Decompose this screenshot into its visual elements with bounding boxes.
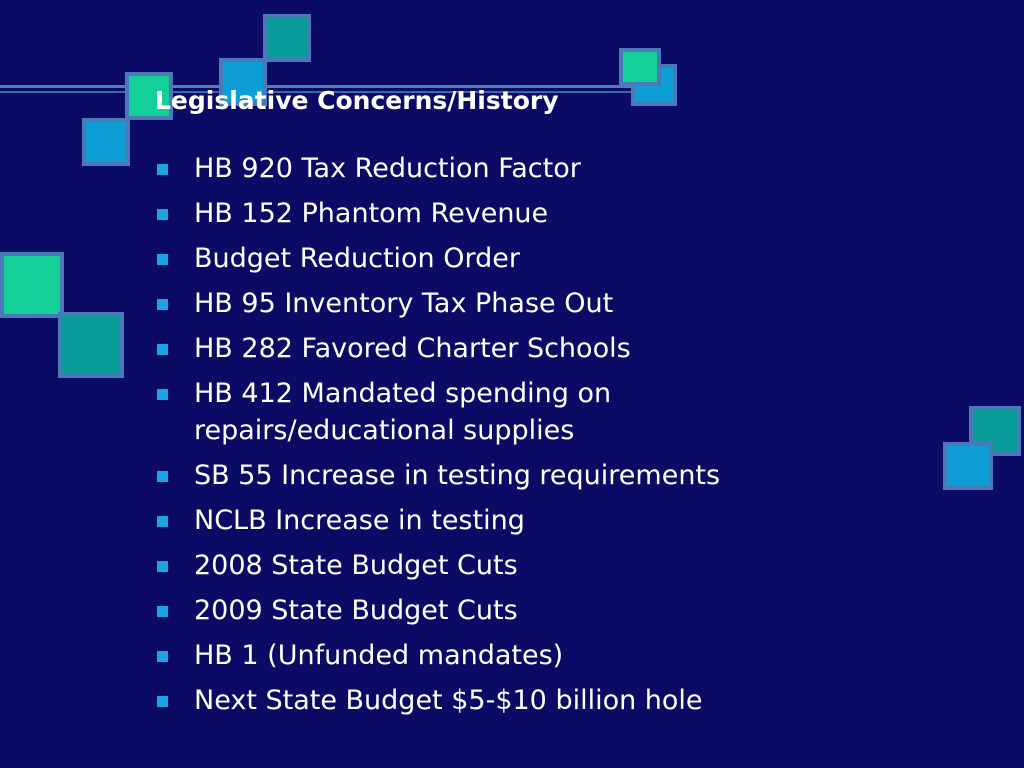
- list-item-text: NCLB Increase in testing: [194, 505, 525, 536]
- decorative-square: [0, 252, 64, 318]
- bullet-square-icon: [157, 389, 168, 400]
- list-item: [157, 375, 857, 449]
- list-item: [157, 592, 857, 629]
- bullet-square-icon: [157, 209, 168, 220]
- bullet-square-icon: [157, 254, 168, 265]
- list-item-text: SB 55 Increase in testing requirements: [194, 460, 721, 491]
- decorative-square: [82, 118, 130, 166]
- list-item-text: HB 412 Mandated spending on repairs/educational supplies: [194, 378, 612, 446]
- list-item-text: 2008 State Budget Cuts: [194, 550, 518, 581]
- list-item-text: HB 282 Favored Charter Schools: [194, 333, 631, 364]
- bullet-square-icon: [157, 164, 168, 175]
- list-item: [157, 240, 857, 277]
- decorative-square: [943, 442, 993, 490]
- list-item-text: Next State Budget $5-$10 billion hole: [194, 685, 703, 716]
- list-item: [157, 457, 857, 494]
- list-item: [157, 285, 857, 322]
- decorative-square: [263, 14, 311, 62]
- list-item: [157, 502, 857, 539]
- bullet-square-icon: [157, 344, 168, 355]
- slide-title: Legislative Concerns/History: [155, 86, 559, 115]
- bullet-square-icon: [157, 299, 168, 310]
- list-item-text: HB 1 (Unfunded mandates): [194, 640, 564, 671]
- list-item-text: HB 152 Phantom Revenue: [194, 198, 549, 229]
- list-item: [157, 195, 857, 232]
- list-item: [157, 150, 857, 187]
- list-item-text: Budget Reduction Order: [194, 243, 520, 274]
- decorative-square: [619, 48, 661, 86]
- bullet-square-icon: [157, 561, 168, 572]
- bullet-square-icon: [157, 516, 168, 527]
- list-item: [157, 682, 857, 719]
- list-item-text: HB 95 Inventory Tax Phase Out: [194, 288, 614, 319]
- bullet-square-icon: [157, 471, 168, 482]
- list-item: [157, 547, 857, 584]
- bullet-list: [157, 150, 857, 727]
- list-item: [157, 637, 857, 674]
- decorative-square: [58, 312, 124, 378]
- bullet-square-icon: [157, 651, 168, 662]
- bullet-square-icon: [157, 606, 168, 617]
- list-item-text: 2009 State Budget Cuts: [194, 595, 518, 626]
- list-item: [157, 330, 857, 367]
- bullet-square-icon: [157, 696, 168, 707]
- list-item-text: HB 920 Tax Reduction Factor: [194, 153, 581, 184]
